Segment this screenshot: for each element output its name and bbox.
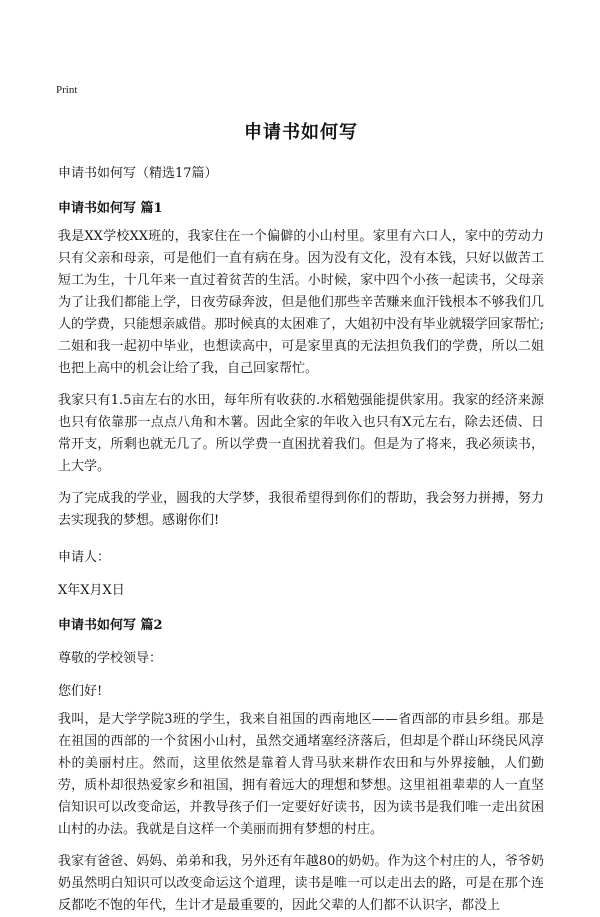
section-1-paragraph-3: 为了完成我的学业，圆我的大学梦，我很希望得到你们的帮助，我会努力拼搏，努力去实现我的梦想。感谢你们! — [58, 491, 544, 528]
section-2-paragraph-1: 我叫，是大学学院3班的学生，我来自祖国的西南地区——省西部的市县乡组。那是在祖国的西部的一个贫困小山村，虽然交通堵塞经济落后，但却是个群山环绕民风淳朴的美丽村庄。然而，这里依然是靠着人背马驮来耕作农田和与外界接触，人们勤劳，质朴却很热爱家乡和祖国，拥有着远大的理想和梦想。这里祖祖辈辈的人一直坚信知识可以改变命运，并教导孩子们一定要好好读书，因为读书是我们唯一走出贫困山村的办法。我就是自这样一个美丽而拥有梦想的村庄。 — [58, 712, 544, 837]
section-1-paragraph-1: 我是XX学校XX班的，我家住在一个偏僻的小山村里。家里有六口人，家中的劳动力只有父亲和母亲，可是他们一直有病在身。因为没有文化，没有本钱，只好以做苦工短工为生，十几年来一直过着贫苦的生活。小时候，家中四个小孩一起读书，父母亲为了让我们都能上学，日夜劳碌奔波，但是他们那些辛苦赚来血汗钱根本不够我们几人的学费，只能想亲戚借。那时候真的太困难了，大姐初中没有毕业就辍学回家帮忙;二姐和我一起初中毕业，也想读高中，可是家里真的无法担负我们的学费，所以二姐也把上高中的机会让给了我，自己回家帮忙。 — [58, 229, 544, 376]
section-heading-2: 申请书如何写 篇2 — [58, 618, 163, 633]
section-heading-1: 申请书如何写 篇1 — [58, 201, 163, 216]
greeting: 尊敬的学校领导： — [58, 651, 163, 666]
document-title: 申请书如何写 — [244, 122, 358, 143]
salutation: 您们好! — [58, 684, 103, 699]
section-1-paragraph-2: 我家只有1.5亩左右的水田，每年所有收获的.水稻勉强能提供家用。我家的经济来源也只有依靠那一点点八角和木薯。因此全家的年收入也只有X元左右，除去还债、日常开支，所剩也就无几了。所以学费一直困扰着我们。但是为了将来，我必须读书，上大学。 — [58, 393, 544, 474]
application-date: X年X月X日 — [58, 583, 125, 598]
section-2-paragraph-2: 我家有爸爸、妈妈、弟弟和我，另外还有年越80的奶奶。作为这个村庄的人，爷爷奶奶虽然明白知识可以改变命运这个道理，读书是唯一可以走出去的路，可是在那个连反都吃不饱的年代，生计才是最重要的，因此父辈的人们都不认识字，都没上 — [58, 854, 544, 913]
print-label: Print — [56, 84, 78, 96]
applicant-label: 申请人： — [58, 550, 111, 565]
document-subtitle: 申请书如何写（精选17篇） — [58, 166, 218, 181]
